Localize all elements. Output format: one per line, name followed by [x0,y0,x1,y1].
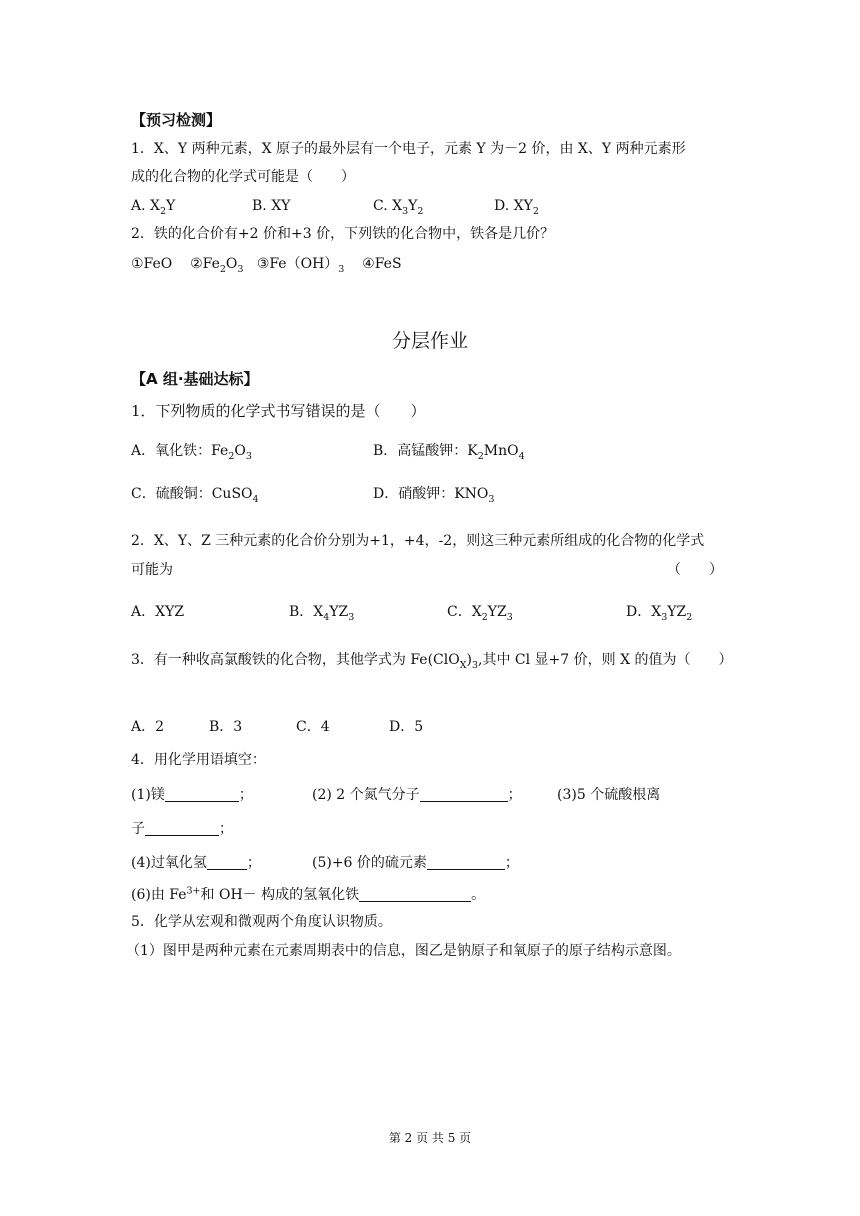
group-a-q1-option-a: A．氧化铁：$Fe_2O_3$ [131,443,252,462]
answer-blank[interactable] [359,887,471,902]
group-a-q3-option-a: A．2 [131,719,165,735]
group-a-q2-option-a: A．XYZ [131,604,185,620]
preview-q1-line2: 成的化合物的化学式可能是（ ） [131,169,355,185]
group-a-q1: 1．下列物质的化学式书写错误的是（ ） [131,402,426,420]
group-a-q3-line: 3．有一种收高氯酸铁的化合物，其他学式为 $Fe(ClO_X)_3$,其中 Cl 显+7 价，则 X 的值为（ ） [131,652,733,671]
group-a-q4-line: 4．用化学用语填空： [131,752,266,768]
group-a-q2-answer-paren: （ ） [667,562,723,578]
preview-q2-items: ①FeO $②Fe_2O_3$ $③Fe(OH)_3$ ④FeS [131,256,402,275]
preview-q1-line1: 1．X、Y 两种元素，X 原子的最外层有一个电子，元素 Y 为－2 价，由 X、Y 两种元素形 [131,141,686,157]
group-a-q3-option-c: C．4 [296,719,330,735]
group-a-heading: 【A 组·基础达标】 [131,370,259,388]
group-a-q2-line1: 2．X、Y、Z 三种元素的化合价分别为+1，+4，-2，则这三种元素所组成的化合物的化学式 [131,533,705,549]
group-a-q4-item-3: (3)5 个硫酸根离 [557,787,661,803]
group-a-q4-item-1: (1)镁 ； [131,787,253,803]
preview-q1-option-b: B. XY [252,198,291,214]
group-a-q2-option-c: C．$X_2YZ_3$ [447,604,513,623]
group-a-q3-option-d: D．5 [389,719,424,735]
group-a-q4-item-3-cont: 子 ； [131,821,233,837]
group-a-q5-line: 5．化学从宏观和微观两个角度认识物质。 [131,914,392,930]
group-a-q1-option-b: B．高锰酸钾：$K_2MnO_4$ [373,443,525,462]
group-a-q2-line2: 可能为 [131,562,173,578]
group-a-q2-option-b: B．$X_4YZ_3$ [289,604,355,623]
preview-q1-option-c: C. $X_3Y_2$ [373,198,424,217]
preview-q1-option-d: D. $XY_2$ [494,198,539,217]
group-a-q5-subline: （1）图甲是两种元素在元素周期表中的信息，图乙是钠原子和氧原子的原子结构示意图。 [126,943,681,959]
page-footer: 第 2 页 共 5 页 [388,1131,472,1145]
preview-q1-option-a: A. $X_2Y$ [131,198,176,217]
answer-blank[interactable] [420,787,508,802]
section-title: 分层作业 [391,330,468,352]
answer-blank[interactable] [145,821,219,836]
group-a-q4-item-4: (4)过氧化氢 ； [131,855,261,871]
group-a-q4-item-5: (5)+6 价的硫元素 ； [312,855,519,871]
answer-blank[interactable] [165,787,239,802]
answer-blank[interactable] [427,855,505,870]
answer-blank[interactable] [207,855,247,870]
group-a-q2-option-d: D．$X_3YZ_2$ [626,604,693,623]
group-a-q4-item-2: (2) 2 个氮气分子 ； [312,787,522,803]
group-a-q1-option-d: D．硝酸钾：$KNO_3$ [373,486,495,505]
preview-heading: 【预习检测】 [131,111,222,129]
group-a-q3-option-b: B．3 [209,719,243,735]
group-a-q4-item-6: (6)由 $Fe^{3+}$和 OH－ 构成的氢氧化铁 。 [131,885,486,903]
group-a-q1-option-c: C．硫酸铜：CuSO$_4$ [131,486,259,505]
preview-q2-line: 2．铁的化合价有+2 价和+3 价，下列铁的化合物中，铁各是几价？ [131,226,555,242]
